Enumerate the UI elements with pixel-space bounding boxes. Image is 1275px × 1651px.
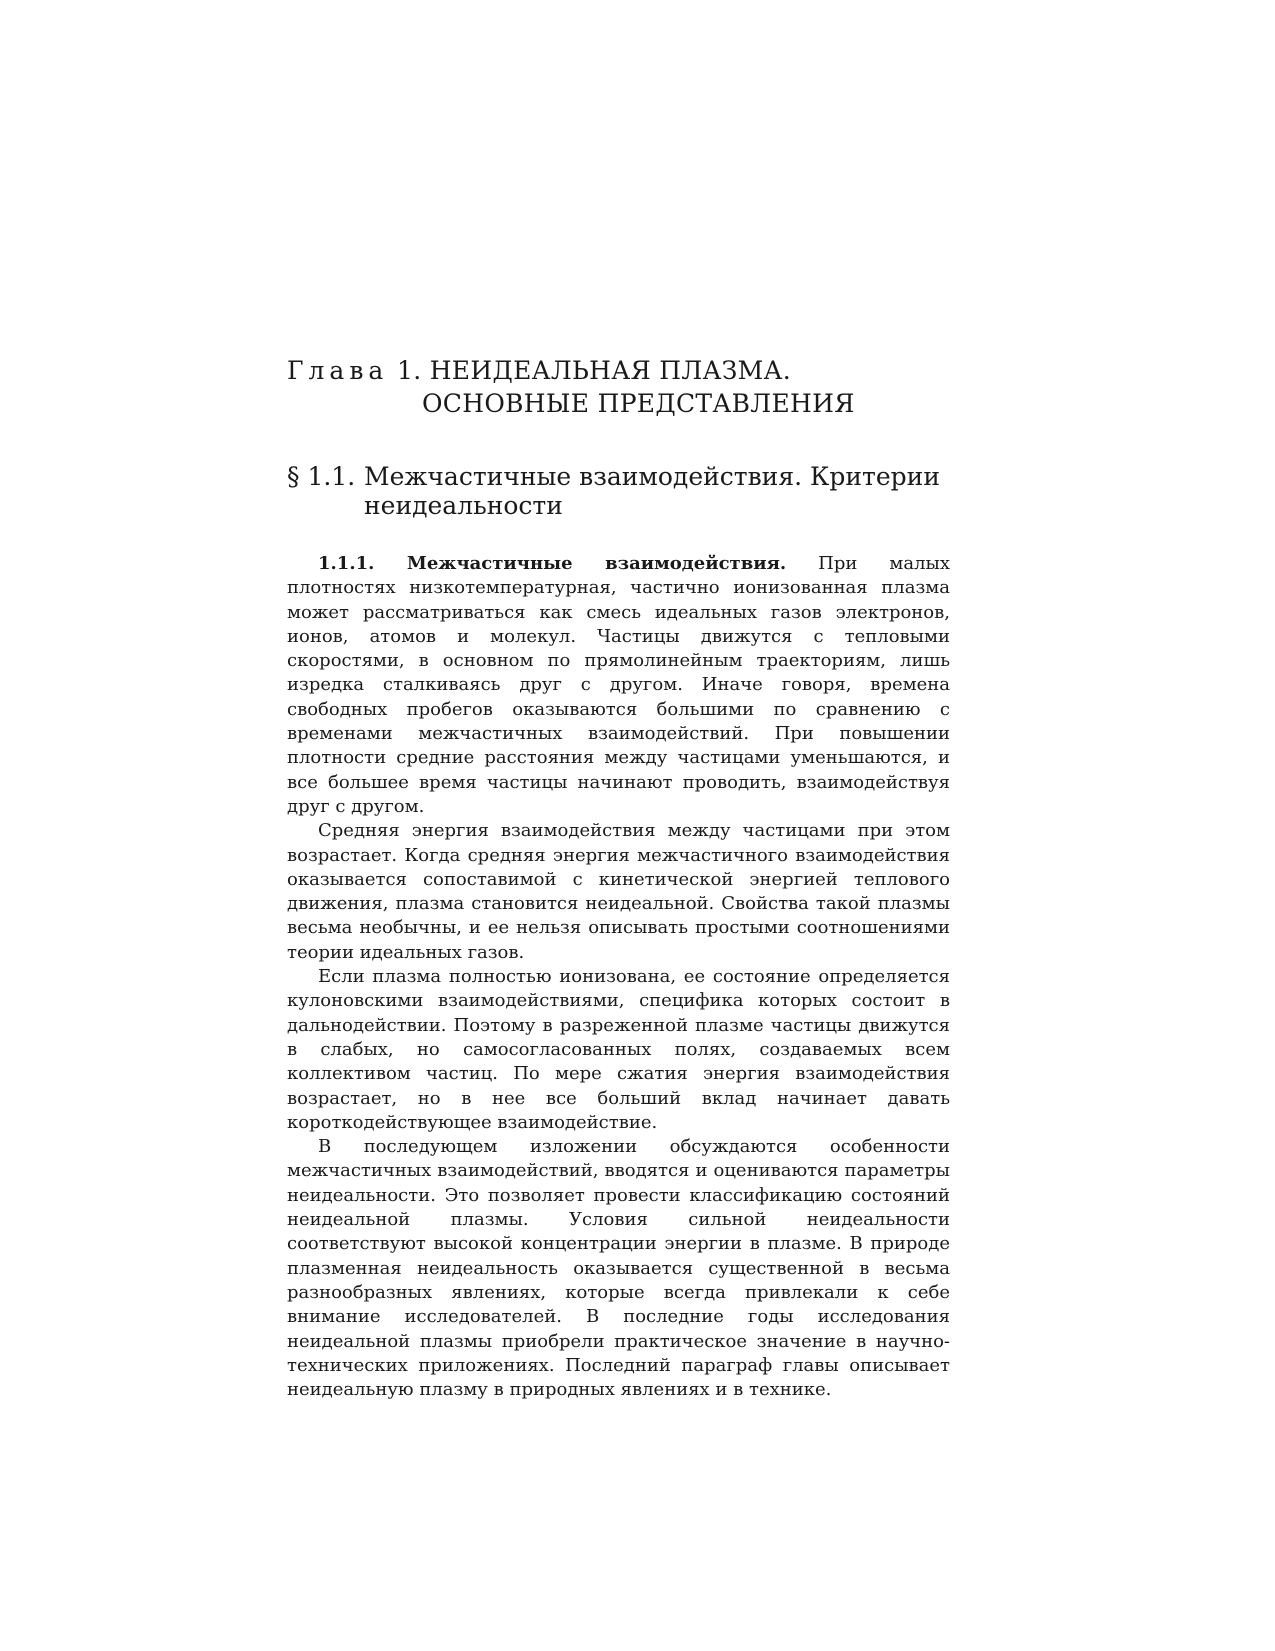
- section-title-line1: Межчастичные взаимодействия. Критерии: [364, 462, 940, 491]
- body-text: [287, 552, 950, 1402]
- paragraph: В последующем изложении обсуждаются особенности межчастичных взаимодействий, вводятся и оцениваются параметры неидеальности. Это позволяет провести классификацию состояний неидеальной плазмы. Условия сильной неидеальности соответствуют высокой концентрации энергии в плазме. В природе плазменная неидеальность оказывается существенной в весьма разнообразных явлениях, которые всегда привлекали к себе внимание исследователей. В последние годы исследования неидеальной плазмы приобрели практическое значение в научно-технических приложениях. Последний параграф главы описывает неидеальную плазму в природных явлениях и в технике.: [287, 1136, 950, 1401]
- paragraph: Если плазма полностью ионизована, ее состояние определяется кулоновскими взаимодействиями, специфика которых состоит в дальнодействии. Поэтому в разреженной плазме частицы движутся в слабых, но самосогласованных полях, создаваемых всем коллективом частиц. По мере сжатия энергия взаимодействия возрастает, но в нее все больший вклад начинает давать короткодействующее взаимодействие.: [287, 966, 950, 1133]
- paragraph: [287, 552, 950, 819]
- paragraph-text: При малых плотностях низкотемпературная, частично ионизованная плазма может рассматриваться как смесь идеальных газов электронов, ионов, атомов и молекул. Частицы движутся с тепловыми скоростями, в основном по прямолинейным траекториям, лишь изредка сталкиваясь друг с другом. Иначе говоря, времена свободных пробегов оказываются большими по сравнению с временами межчастичных взаимодействий. При повышении плотности средние расстояния между частицами уменьшаются, и все большее время частицы начинают проводить, взаимодействуя друг с другом.: [287, 553, 950, 817]
- chapter-title-line1: 1. НЕИДЕАЛЬНАЯ ПЛАЗМА.: [397, 356, 791, 385]
- section-title-line2: неидеальности: [364, 491, 563, 520]
- section-heading: [287, 462, 947, 520]
- paragraph: Средняя энергия взаимодействия между частицами при этом возрастает. Когда средняя энергия межчастичного взаимодействия оказывается сопоставимой с кинетической энергией теплового движения, плазма становится неидеальной. Свойства такой плазмы весьма необычны, и ее нельзя описывать простыми соотношениями теории идеальных газов.: [287, 820, 950, 963]
- subsection-label: 1.1.1. Межчастичные взаимодействия.: [318, 553, 787, 574]
- chapter-label: Глава: [287, 356, 389, 385]
- chapter-title-line2: ОСНОВНЫЕ ПРЕДСТАВЛЕНИЯ: [422, 389, 855, 418]
- chapter-heading: [287, 354, 927, 420]
- section-number: § 1.1.: [287, 462, 356, 491]
